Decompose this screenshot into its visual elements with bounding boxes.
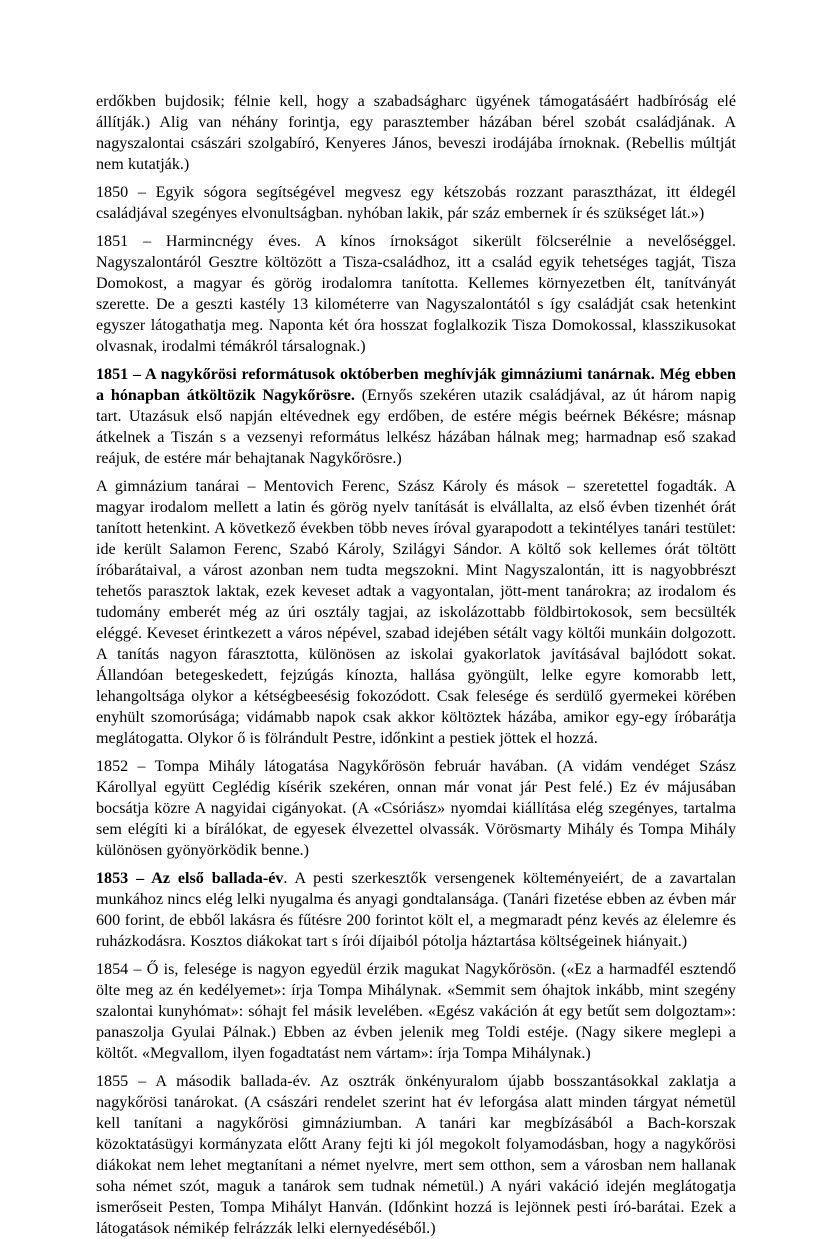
- paragraph-1851-harmincnegy-eves: [96, 231, 736, 357]
- paragraph-1853: [96, 868, 736, 952]
- text-run-1: (Ernyős szekéren utazik családjával, az út három napig tart. Utazásuk első napján eltévednek egy erdőben, de estére mégis beérnek Békésre; másnap átkelnek a Tiszán s a vezsenyi református lelkész házában hálnak meg; harmadnap eső szakad reájuk, de estére már behajtanak Nagykőrösre.): [96, 387, 736, 467]
- paragraph-1855: [96, 1071, 736, 1239]
- paragraph-erdokben-bujdosik: [96, 91, 736, 175]
- text-run-0: 1850 – Egyik sógora segítségével megvesz egy kétszobás rozzant parasztházat, itt éldegél családjával szegényes elvonultságban. nyhóban lakik, pár száz embernek ír és szükséget lát.»): [96, 184, 736, 222]
- text-run-0: 1855 – A második ballada-év. Az osztrák önkényuralom újabb bosszantásokkal zaklatja a nagykőrösi tanárokat. (A császári rendelet szerint hat év leforgása alatt minden tárgyat németül kell tanítani a nagykőrösi gimnáziumban. A tanári kar megbízásából a Bach-korszak közoktatásügyi kormányzata előtt Arany fejti ki jól megokolt folyamodásban, hogy a nagykőrösi diákokat nem lehet megtanítani a német nyelvre, mert sem otthon, sem a városban nem hallanak soha német szót, maguk a tanárok sem tudnak németül.) A nyári vakáció idején meglátogatja ismerőseit Pesten, Tompa Mihályt Hanván. (Időnkint hozzá is lejönnek pesti író-barátai. Ezek a látogatások némikép felrázzák lelki elernyedéséből.): [96, 1073, 736, 1237]
- text-run-1: . A pesti szerkesztők versengenek költeményeiért, de a zavartalan munkához nincs elég lelki nyugalma és anyagi gondtalansága. (Tanári fizetése ebben az évben már 600 forint, de ebből lakásra és fűtésre 200 forintot költ el, a megmaradt pénz kevés az élelemre és ruházkodásra. Kosztos diákokat tart s írói díjaiból pótolja háztartása költségeinek hiányait.): [96, 870, 736, 950]
- paragraph-1850: [96, 182, 736, 224]
- text-run-0: 1854 – Ő is, felesége is nagyon egyedül érzik magukat Nagykőrösön. («Ez a harmadfél esztendő ölte meg az én kedélyemet»: írja Tompa Mihálynak. «Semmit sem óhajtok inkább, mint szegény szalontai kunyhómat»: sóhajt fel másik levelében. «Egész vakáción át egy betűt sem dolgoztam»: panaszolja Gyulai Pálnak.) Ebben az évben jelenik meg Toldi estéje. (Nagy sikere meglepi a költőt. «Megvallom, ilyen fogadtatást nem vártam»: írja Tompa Mihálynak.): [96, 961, 736, 1062]
- text-run-bold-0: 1851 – A nagykőrösi reformátusok októberben meghívják gimnáziumi tanárnak. Még ebben a hónapban átköltözik Nagykőrösre.: [96, 366, 736, 404]
- document-text-body: [96, 91, 736, 1239]
- text-run-0: A gimnázium tanárai – Mentovich Ferenc, Szász Károly és mások – szeretettel fogadták. A magyar irodalom mellett a latin és görög nyelv tanítását is elvállalta, az első évben tizenhét órát tanított hetenkint. A következő években több neves íróval gyarapodott a tekintélyes tanári testület: ide került Salamon Ferenc, Szabó Károly, Szilágyi Sándor. A költő sok kellemes órát töltött íróbarátaival, a várost azonban nem tudta megszokni. Mint Nagyszalontán, itt is nagyobbrészt tehetős parasztok laktak, ezek keveset adtak a vagyontalan, jött-ment tanárokra; az irodalom és tudomány emberét még az úri osztály tagjai, az iskolázottabb földbirtokosok, sem becsülték eléggé. Keveset érintkezett a város népével, szabad idejében sétált vagy költői munkáin dolgozott. A tanítás nagyon fárasztotta, különösen az iskolai gyakorlatok javításával bajlódott sokat. Állandóan betegeskedett, fejzúgás kínozta, hallása gyöngült, lelke egyre komorabb lett, lehangoltsága olykor a kétségbeesésig fokozódott. Csak felesége és serdülő gyermekei körében enyhült szomorúsága; vidámabb napok csak akkor költöztek házába, amikor egy-egy íróbarátja meglátogatta. Olykor ő is fölrándult Pestre, időnkint a pestiek jöttek el hozzá.: [96, 478, 736, 747]
- paragraph-gimnazium-tanarai: [96, 476, 736, 749]
- paragraph-1851-nagykorosi-reformatusok: [96, 364, 736, 469]
- text-run-0: erdőkben bujdosik; félnie kell, hogy a szabadságharc ügyének támogatásáért hadbíróság elé állítják.) Alig van néhány forintja, egy parasztember házában bérel szobát családjának. A nagyszalontai császári szolgabíró, Kenyeres János, beveszi irodájába írnoknak. (Rebellis múltját nem kutatják.): [96, 93, 736, 173]
- text-run-bold-0: 1853 – Az első ballada-év: [96, 870, 284, 887]
- text-run-0: 1852 – Tompa Mihály látogatása Nagykőrösön február havában. (A vidám vendéget Szász Károllyal együtt Ceglédig kísérik szekéren, onnan már vonat jár Pest felé.) Ez év májusában bocsátja közre A nagyidai cigányokat. (A «Csóriász» nyomdai kiállítása elég szegényes, tartalma sem elégíti ki a bírálókat, de egyesek élvezettel olvassák. Vörösmarty Mihály és Tompa Mihály különösen gyönyörködik benne.): [96, 758, 736, 859]
- text-run-0: 1851 – Harmincnégy éves. A kínos írnokságot sikerült fölcserélnie a nevelőséggel. Nagyszalontáról Gesztre költözött a Tisza-családhoz, itt a család egyik tehetséges tagját, Tisza Domokost, a magyar és görög irodalomra tanította. Kellemes környezetben élt, tanítványát szerette. De a geszti kastély 13 kilométerre van Nagyszalontától s így családját csak hetenkint egyszer látogathatja meg. Naponta két óra hosszat foglalkozik Tisza Domokossal, klasszikusokat olvasnak, irodalmi témákról társalognak.): [96, 233, 736, 355]
- paragraph-1854: [96, 959, 736, 1064]
- paragraph-1852: [96, 756, 736, 861]
